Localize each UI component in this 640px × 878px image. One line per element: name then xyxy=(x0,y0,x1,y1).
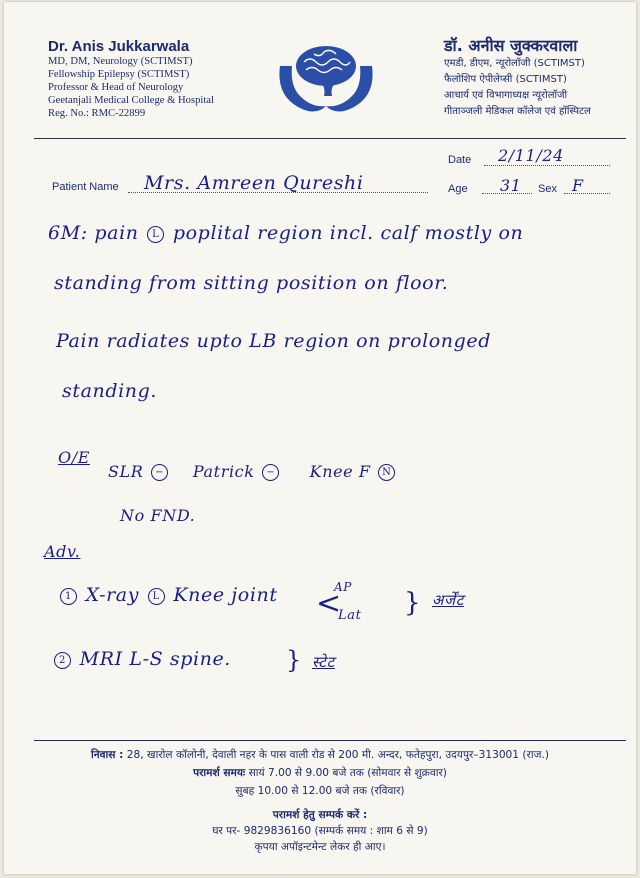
patrick-test: Patrick xyxy=(192,462,255,481)
address-label: निवास : xyxy=(91,749,124,761)
doctor-name-hindi: डॉ. अनीस जुक्करवाला xyxy=(444,36,578,55)
doctor-name-english: Dr. Anis Jukkarwala xyxy=(48,38,190,55)
urgent-note-hindi: अर्जेंट xyxy=(432,591,464,609)
advice-item-2 xyxy=(52,648,231,670)
knee-test: Knee F xyxy=(309,462,371,481)
sex-label: Sex xyxy=(538,183,557,195)
history-line-1 xyxy=(48,222,523,244)
credential-line-hindi: फैलोशिप ऐपीलेप्सी (SCTIMST) xyxy=(444,74,567,85)
sex-dotline xyxy=(564,193,610,194)
doctor-info-hindi xyxy=(444,34,634,120)
header-divider xyxy=(34,138,626,139)
sex-value: F xyxy=(572,176,584,195)
stat-note-hindi: स्टेट xyxy=(312,653,335,671)
appointment-note: कृपया अपॉइन्टमेन्ट लेकर ही आए। xyxy=(254,841,386,853)
credential-line: MD, DM, Neurology (SCTIMST) xyxy=(48,56,193,67)
advice-number-2: 2 xyxy=(54,652,71,669)
prescription-page xyxy=(4,2,636,874)
credential-line: Reg. No.: RMC-22899 xyxy=(48,108,146,119)
date-label: Date xyxy=(448,154,472,166)
credential-line: Professor & Head of Neurology xyxy=(48,82,184,93)
timing-line-2: सुबह 10.00 से 12.00 बजे तक (रविवार) xyxy=(235,785,405,797)
close-brace-icon: } xyxy=(286,646,302,674)
timing-line-1 xyxy=(24,766,616,780)
close-brace-icon: } xyxy=(404,588,422,618)
address-text: 28, खारोल कॉलोनी, देवाली नहर के पास वाली रोड से 200 मी. अन्दर, फतेहपुरा, उदयपुर–313001 (राज.) xyxy=(126,749,549,761)
address-line xyxy=(24,748,616,762)
history-line-4: standing. xyxy=(62,380,158,402)
advice-item-1 xyxy=(58,584,278,606)
date-value: 2/11/24 xyxy=(498,146,564,165)
left-side-marker: L xyxy=(148,588,165,605)
history-detail: poplital region incl. calf mostly on xyxy=(172,222,524,244)
history-duration: 6M: pain xyxy=(48,222,139,244)
left-side-marker: L xyxy=(147,226,164,243)
credential-line: Geetanjali Medical College & Hospital xyxy=(48,95,214,106)
history-line-3: Pain radiates upto LB region on prolonged xyxy=(56,330,491,352)
credential-line-hindi: एमडी, डीएम, न्यूरोलॉजी (SCTIMST) xyxy=(444,58,585,69)
knee-result: N xyxy=(378,464,395,481)
doctor-info-english xyxy=(48,38,268,120)
date-dotline xyxy=(484,165,610,166)
advice-heading: Adv. xyxy=(44,542,81,561)
patient-name-label: Patient Name xyxy=(52,181,119,193)
advice-mri: MRI L-S spine. xyxy=(79,648,231,670)
age-label: Age xyxy=(448,183,468,195)
examination-findings xyxy=(108,462,397,481)
xray-view-lat: Lat xyxy=(338,608,362,623)
advice-knee-joint: Knee joint xyxy=(173,584,278,606)
history-line-2: standing from sitting position on floor. xyxy=(54,272,449,294)
credential-line: Fellowship Epilepsy (SCTIMST) xyxy=(48,69,190,80)
xray-view-ap: AP xyxy=(334,580,352,594)
open-brace-icon: < xyxy=(316,586,342,621)
timing-weekday: सायं 7.00 से 9.00 बजे तक (सोमवार से शुक्रवार) xyxy=(248,767,447,779)
age-value: 31 xyxy=(500,176,522,195)
timing-label: परामर्श समयः xyxy=(193,767,246,779)
patient-name-value: Mrs. Amreen Qureshi xyxy=(144,172,364,194)
contact-phone: घर पर- 9829836160 (सम्पर्क समय : शाम 6 से 9) xyxy=(212,825,428,837)
slr-test: SLR xyxy=(108,462,144,481)
brain-in-hands-icon xyxy=(274,36,378,124)
on-examination-heading: O/E xyxy=(58,448,90,467)
advice-number-1: 1 xyxy=(60,588,77,605)
slr-result: − xyxy=(151,464,168,481)
credential-line-hindi: आचार्य एवं विभागाध्यक्ष न्यूरोलॉजी xyxy=(444,90,568,101)
contact-heading: परामर्श हेतु सम्पर्क करें : xyxy=(272,809,368,821)
credential-line-hindi: गीताञ्जली मेडिकल कॉलेज एवं हॉस्पिटल xyxy=(444,106,591,117)
no-fnd-finding: No FND. xyxy=(120,506,196,525)
footer-divider xyxy=(34,740,626,741)
patrick-result: − xyxy=(262,464,279,481)
advice-xray: X-ray xyxy=(85,584,140,606)
